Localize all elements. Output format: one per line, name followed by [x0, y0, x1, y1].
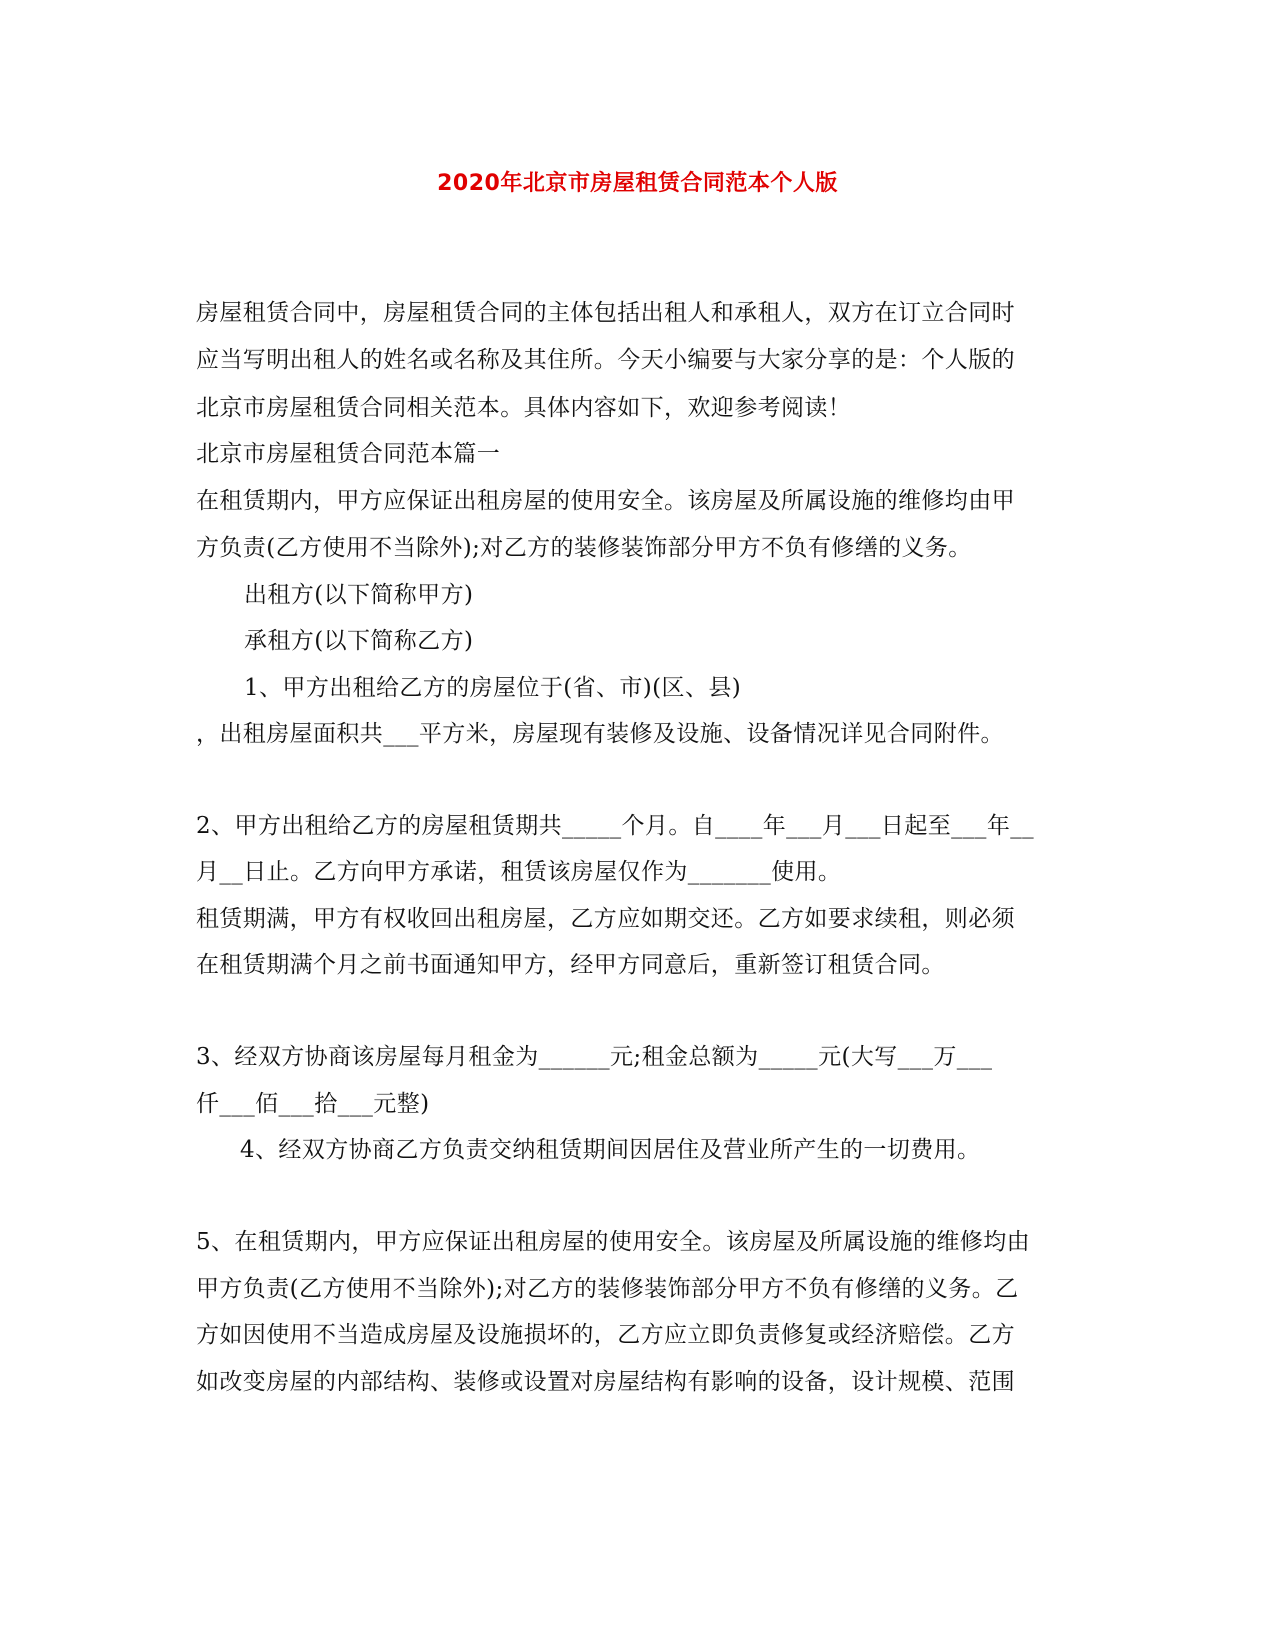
intro-line-1: 房屋租赁合同中，房屋租赁合同的主体包括出租人和承租人，双方在订立合同时	[196, 300, 1015, 326]
clause-2-line-1: 2、甲方出租给乙方的房屋租赁期共_____个月。自____年___月___日起至___年__	[196, 813, 1035, 839]
clause-4-line: 4、经双方协商乙方负责交纳租赁期间因居住及营业所产生的一切费用。	[240, 1137, 981, 1163]
lessor-line: 出租方(以下简称甲方)	[244, 582, 474, 608]
intro-line-2: 应当写明出租人的姓名或名称及其住所。今天小编要与大家分享的是：个人版的	[196, 347, 1015, 373]
clause-3-line-2: 仟___佰___拾___元整)	[196, 1091, 430, 1117]
intro-line-3: 北京市房屋租赁合同相关范本。具体内容如下，欢迎参考阅读！	[196, 395, 852, 421]
clause-5-line-3: 方如因使用不当造成房屋及设施损坏的，乙方应立即负责修复或经济赔偿。乙方	[196, 1322, 1015, 1348]
clause-5-line-2: 甲方负责(乙方使用不当除外);对乙方的装修装饰部分甲方不负有修缮的义务。乙	[196, 1276, 1019, 1302]
paragraph-line: 方负责(乙方使用不当除外);对乙方的装修装饰部分甲方不负有修缮的义务。	[196, 535, 972, 561]
clause-1-line-1: 1、甲方出租给乙方的房屋位于(省、市)(区、县)	[244, 675, 742, 701]
clause-2-line-2: 月__日止。乙方向甲方承诺，租赁该房屋仅作为_______使用。	[196, 859, 842, 885]
clause-5-line-1: 5、在租赁期内，甲方应保证出租房屋的使用安全。该房屋及所属设施的维修均由	[196, 1229, 1031, 1255]
document-title: 2020年北京市房屋租赁合同范本个人版	[437, 171, 838, 196]
clause-3-line-1: 3、经双方协商该房屋每月租金为______元;租金总额为_____元(大写___万___	[196, 1044, 993, 1070]
section-heading: 北京市房屋租赁合同范本篇一	[196, 441, 501, 467]
clause-5-line-4: 如改变房屋的内部结构、装修或设置对房屋结构有影响的设备，设计规模、范围	[196, 1369, 1015, 1395]
clause-2-line-3: 租赁期满，甲方有权收回出租房屋，乙方应如期交还。乙方如要求续租，则必须	[196, 906, 1015, 932]
clause-2-line-4: 在租赁期满个月之前书面通知甲方，经甲方同意后，重新签订租赁合同。	[196, 952, 945, 978]
clause-1-line-2: ，出租房屋面积共___平方米，房屋现有装修及设施、设备情况详见合同附件。	[196, 721, 1004, 747]
paragraph-line: 在租赁期内，甲方应保证出租房屋的使用安全。该房屋及所属设施的维修均由甲	[196, 488, 1015, 514]
lessee-line: 承租方(以下简称乙方)	[244, 628, 474, 654]
